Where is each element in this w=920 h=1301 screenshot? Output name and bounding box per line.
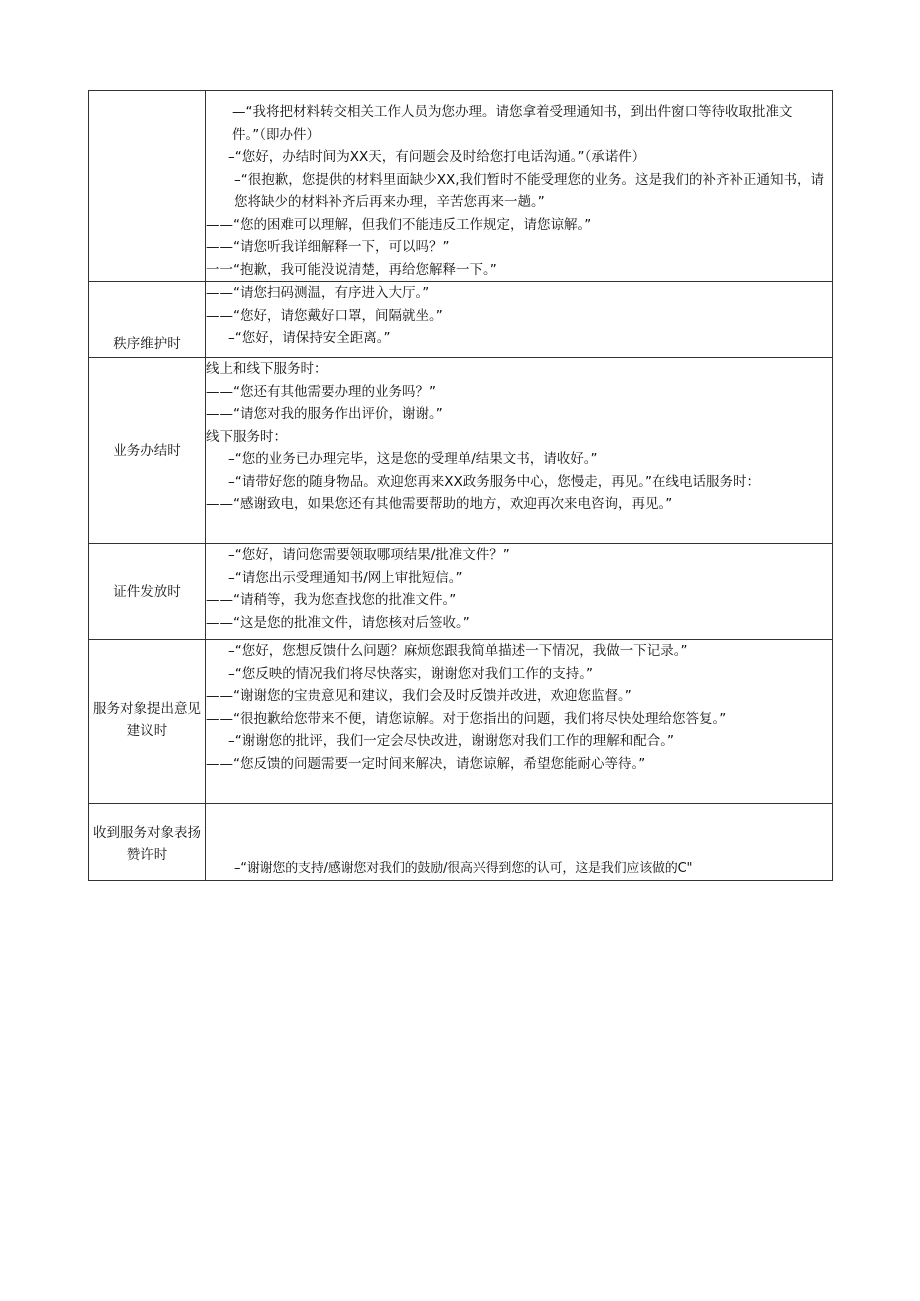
row-label (89, 640, 206, 804)
phrase-line: –“谢谢您的批评，我们一定会尽快改进，谢谢您对我们工作的理解和配合。” (228, 733, 674, 749)
phrase-line: ——“请您扫码测温，有序进入大厅。” (206, 285, 430, 301)
phrase-line: –“很抱歉，您提供的材料里面缺少XX,我们暂时不能受理您的业务。这是我们的补齐补正通知书，请您将缺少的材料补齐后再来办理，辛苦您再来一趟。” (234, 171, 825, 210)
phrase-line: –“您好，办结时间为XX天，有问题会及时给您打电话沟通。”（承诺件） (228, 149, 646, 165)
phrase-line: ——“请您对我的服务作出评价，谢谢。” (206, 406, 443, 422)
table-row (89, 544, 833, 640)
row-label-text: 服务对象提出意见建议时 (93, 701, 201, 739)
table-row (89, 91, 833, 282)
row-label (89, 282, 206, 358)
phrase-line: –“您好，请问您需要领取哪项结果/批准文件？” (228, 547, 510, 563)
row-content (206, 358, 833, 544)
row-label-text: 收到服务对象表扬赞许时 (93, 825, 201, 863)
table-row (89, 640, 833, 804)
phrase-line: 一一“抱歉，我可能没说清楚，再给您解释一下。” (206, 261, 497, 278)
phrase-line: –“您反映的情况我们将尽快落实，谢谢您对我们工作的支持。” (228, 665, 593, 682)
phrase-line: –“您好，您想反馈什么问题？麻烦您跟我简单描述一下情况，我做一下记录。” (228, 643, 688, 659)
service-phrases-table (88, 90, 833, 881)
row-label (89, 358, 206, 544)
phrase-line: —“我将把材料转交相关工作人员为您办理。请您拿着受理通知书，到出件窗口等待收取批准文件。”（即办件） (232, 104, 793, 143)
table-row (89, 282, 833, 358)
phrase-line: ——“您的困难可以理解，但我们不能违反工作规定，请您谅解。” (206, 216, 592, 233)
phrase-line: ——“请稍等，我为您查找您的批准文件。” (206, 592, 457, 608)
phrase-line: –“您的业务已办理完毕，这是您的受理单/结果文书，请收好。” (228, 451, 598, 467)
phrase-line: ——“您好，请您戴好口罩，间隔就坐。” (206, 307, 443, 324)
phrase-line: ——“很抱歉给您带来不便，请您谅解。对于您指出的问题，我们将尽快处理给您答复。” (206, 710, 727, 727)
row-label-text: 秩序维护时 (113, 336, 181, 352)
row-content (206, 282, 833, 358)
phrase-line: ——“感谢致电，如果您还有其他需要帮助的地方，欢迎再次来电咨询，再见。” (206, 496, 673, 512)
phrase-line: ——“谢谢您的宝贵意见和建议，我们会及时反馈并改进，欢迎您监督。” (206, 688, 632, 704)
row-content (206, 91, 833, 282)
row-label (89, 804, 206, 881)
table-row (89, 358, 833, 544)
row-label (89, 91, 206, 282)
row-content (206, 804, 833, 881)
phrase-line: ——“您反馈的问题需要一定时间来解决，请您谅解，希望您能耐心等待。” (206, 755, 646, 772)
table-row (89, 804, 833, 881)
phrase-line: ——“您还有其他需要办理的业务吗？” (206, 383, 436, 400)
phrase-line: 线下服务时： (206, 428, 287, 445)
phrase-line: –“您好，请保持安全距离。” (228, 330, 391, 346)
phrase-line: ——“这是您的批准文件，请您核对后签收。” (206, 614, 470, 631)
phrase-line: –“请您出示受理通知书/网上审批短信。” (228, 569, 463, 586)
row-label (89, 544, 206, 640)
phrase-line: 线上和线下服务时： (206, 361, 328, 377)
row-content (206, 544, 833, 640)
row-label-text: 业务办结时 (113, 442, 181, 459)
phrase-line: ——“请您听我详细解释一下，可以吗？” (206, 239, 450, 255)
phrase-line: –“谢谢您的支持/感谢您对我们的鼓励/很高兴得到您的认可，这是我们应该做的C" (234, 860, 693, 876)
row-content (206, 640, 833, 804)
phrase-line: –“请带好您的随身物品。欢迎您再来XX政务服务中心，您慢走，再见。”在线电话服务时： (228, 473, 760, 490)
row-label-text: 证件发放时 (113, 583, 181, 600)
